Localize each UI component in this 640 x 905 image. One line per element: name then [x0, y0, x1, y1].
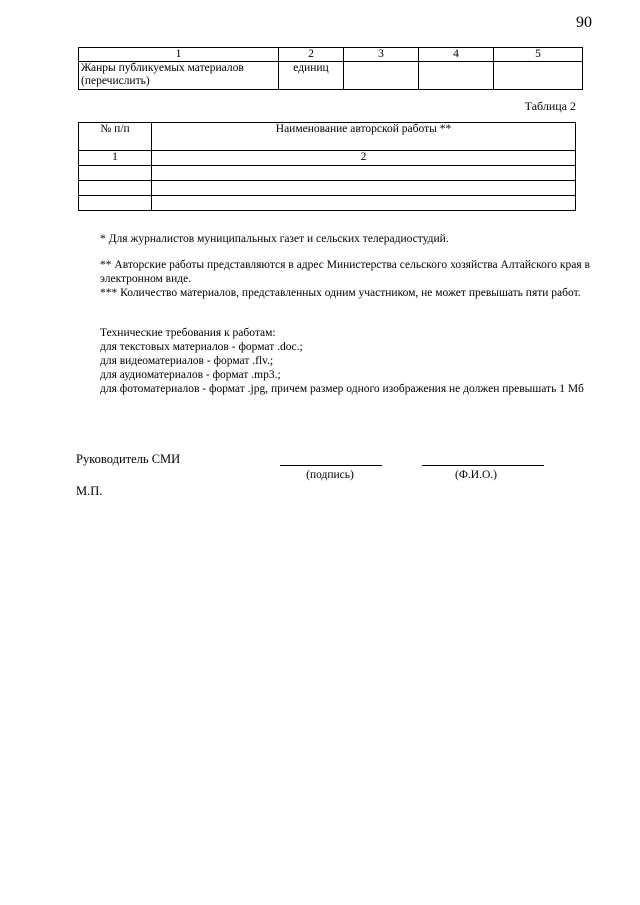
works-table-empty-cell: [152, 196, 576, 211]
works-table: [78, 122, 576, 211]
table2-caption: Таблица 2: [524, 99, 576, 113]
works-table-empty-row: [79, 166, 576, 181]
signature-caption: (подпись): [306, 469, 354, 481]
technical-requirements: [100, 326, 590, 396]
tech-requirements-title: Технические требования к работам:: [100, 327, 276, 339]
works-table-empty-cell: [79, 166, 152, 181]
works-table-empty-row: [79, 181, 576, 196]
units-cell: единиц: [279, 62, 344, 89]
works-table-number-header: № п/п: [79, 123, 152, 151]
genres-table-empty-cell: [494, 62, 583, 89]
works-table-title-header: Наименование авторской работы **: [152, 123, 576, 151]
footnote-submission: ** Авторские работы представляются в адрес Министерства сельского хозяйства Алтайского края в электронном виде.: [100, 259, 590, 285]
genres-label-cell: Жанры публикуемых материалов (перечислить): [79, 62, 279, 89]
works-table-empty-cell: [79, 196, 152, 211]
genres-table-header-row: [79, 48, 583, 62]
tech-requirement-text: для текстовых материалов - формат .doc.;: [100, 341, 303, 353]
works-table-empty-cell: [152, 181, 576, 196]
genres-table-header-cell: 4: [419, 48, 494, 62]
genres-table: [78, 47, 583, 90]
tech-requirement-audio: для аудиоматериалов - формат .mp3.;: [100, 369, 281, 381]
works-table-number-cell: 1: [79, 151, 152, 166]
works-table-empty-row: [79, 196, 576, 211]
works-table-empty-cell: [79, 181, 152, 196]
footnotes-works: [100, 258, 590, 300]
footnote-limit: *** Количество материалов, представленных одним участником, не может превышать пяти работ.: [100, 287, 581, 299]
page-number: 90: [576, 14, 592, 31]
genres-table-header-cell: 2: [279, 48, 344, 62]
tech-requirement-photo: для фотоматериалов - формат .jpg, причем размер одного изображения не должен превышать 1 Мб: [100, 383, 584, 395]
signature-line: [280, 465, 382, 466]
works-table-number-cell: 2: [152, 151, 576, 166]
works-table-header-row: [79, 123, 576, 151]
works-table-numbers-row: [79, 151, 576, 166]
works-table-empty-cell: [152, 166, 576, 181]
media-head-label: Руководитель СМИ: [76, 452, 181, 466]
footnotes: [100, 232, 590, 246]
genres-table-empty-cell: [344, 62, 419, 89]
genres-table-empty-cell: [419, 62, 494, 89]
footnote-journalists: * Для журналистов муниципальных газет и сельских телерадиостудий.: [100, 233, 449, 245]
genres-table-header-cell: 1: [79, 48, 279, 62]
genres-table-row: [79, 62, 583, 89]
genres-table-header-cell: 3: [344, 48, 419, 62]
name-line: [422, 465, 544, 466]
genres-table-header-cell: 5: [494, 48, 583, 62]
tech-requirement-video: для видеоматериалов - формат .flv.;: [100, 355, 274, 367]
stamp-label: М.П.: [76, 484, 103, 498]
name-caption: (Ф.И.О.): [455, 469, 497, 481]
